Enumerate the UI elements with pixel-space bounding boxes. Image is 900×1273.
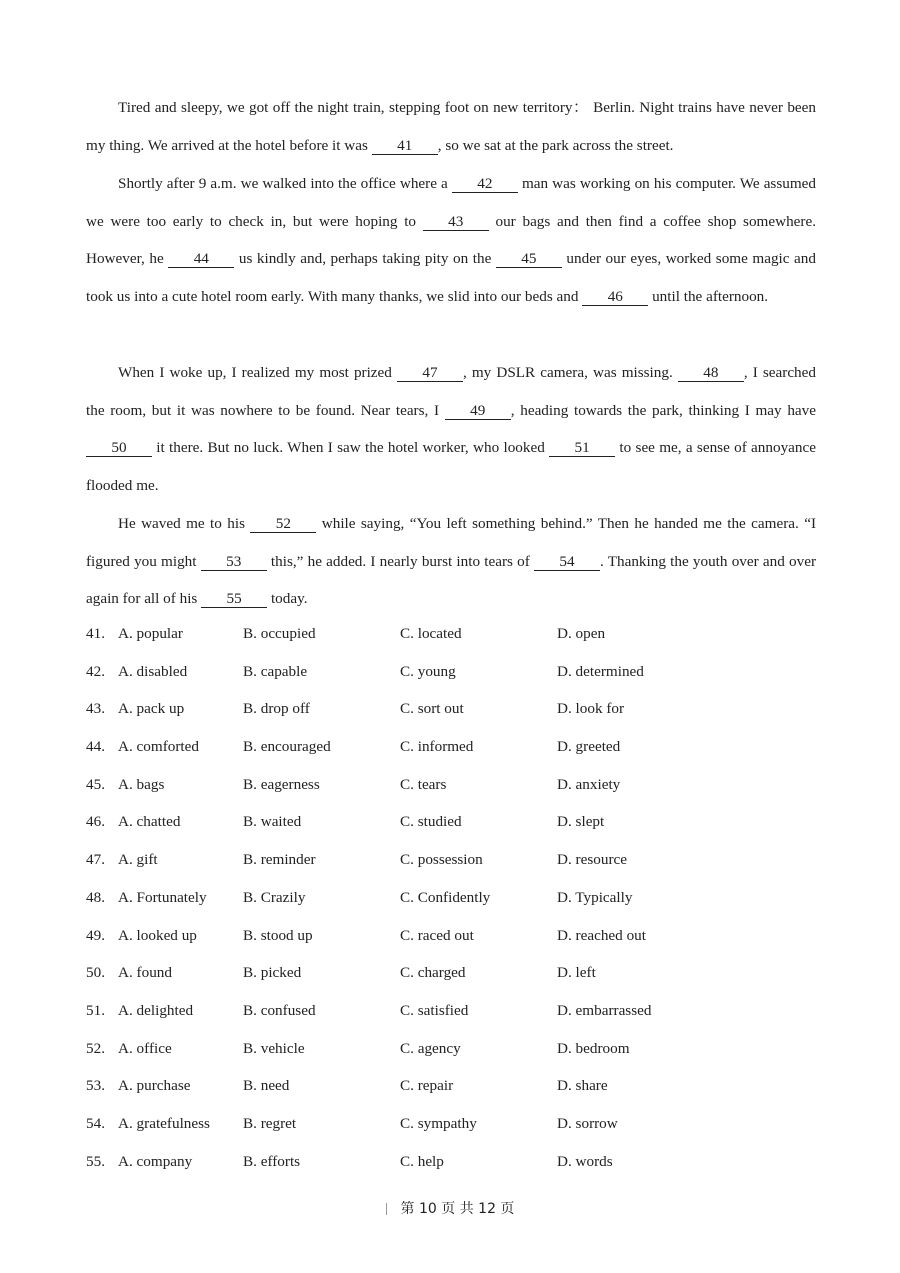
option-a: A. looked up: [118, 926, 197, 944]
option-b: B. picked: [243, 964, 302, 982]
option-b: B. regret: [243, 1114, 297, 1132]
option-d: D. Typically: [557, 888, 633, 906]
option-c: C. tears: [400, 775, 447, 793]
blank-51: 51: [549, 439, 615, 457]
question-number: 55.: [86, 1152, 105, 1170]
paragraph-text: today.: [267, 590, 308, 608]
question-row: [86, 884, 786, 922]
paragraph-text: man was working on his computer. We assumed we were too early to check in, but were hoping to: [86, 175, 816, 230]
blank-50: 50: [86, 439, 152, 457]
question-number: 51.: [86, 1001, 105, 1019]
blank-44: 44: [168, 250, 234, 268]
paragraph-text: it there. But no luck. When I saw the hotel worker, who looked: [152, 439, 550, 457]
question-row: [86, 1035, 786, 1073]
option-a: A. purchase: [118, 1077, 191, 1095]
paragraph-text: Tired and sleepy, we got off the night train, stepping foot on new territory： Berlin. Night trains have never been my thing. We arrived at the hotel before it was: [86, 99, 816, 154]
question-row: [86, 1110, 786, 1148]
option-d: D. determined: [557, 662, 644, 680]
option-c: C. Confidently: [400, 888, 491, 906]
option-c: C. studied: [400, 813, 462, 831]
question-row: [86, 771, 786, 809]
blank-52: 52: [250, 515, 316, 533]
option-c: C. sort out: [400, 700, 464, 718]
option-a: A. gratefulness: [118, 1114, 210, 1132]
blank-46: 46: [582, 288, 648, 306]
blank-49: 49: [445, 402, 511, 420]
option-a: A. bags: [118, 775, 165, 793]
question-row: [86, 658, 786, 696]
paragraph-text: while saying, “You left something behind.” Then he handed me the camera. “I figured you might: [86, 515, 817, 570]
option-c: C. possession: [400, 851, 483, 869]
passage-paragraph: [86, 505, 816, 618]
option-a: A. Fortunately: [118, 888, 207, 906]
question-row: [86, 1072, 786, 1110]
question-row: [86, 695, 786, 733]
option-c: C. agency: [400, 1039, 461, 1057]
footer-divider: [386, 1203, 387, 1215]
question-row: [86, 620, 786, 658]
question-row: [86, 808, 786, 846]
question-row: [86, 959, 786, 997]
option-d: D. greeted: [557, 738, 621, 756]
option-c: C. repair: [400, 1077, 454, 1095]
option-d: D. left: [557, 964, 596, 982]
paragraph-text: under our eyes, worked some magic and took us into a cute hotel room early. With many thanks, we slid into our beds and: [86, 250, 816, 306]
option-a: A. comforted: [118, 738, 199, 756]
paragraph-text: , heading towards the park, thinking I may have: [510, 401, 816, 419]
blank-47: 47: [397, 364, 463, 382]
option-a: A. disabled: [118, 662, 188, 680]
question-number: 42.: [86, 662, 105, 680]
question-number: 50.: [86, 964, 105, 982]
option-b: B. confused: [243, 1001, 316, 1019]
option-a: A. found: [118, 964, 172, 982]
question-number: 45.: [86, 775, 105, 793]
option-a: A. popular: [118, 625, 183, 642]
option-b: B. drop off: [243, 700, 310, 718]
paragraph-text: When I woke up, I realized my most prized: [118, 364, 397, 381]
question-number: 43.: [86, 700, 105, 718]
option-d: D. sorrow: [557, 1114, 618, 1132]
option-b: B. need: [243, 1077, 290, 1095]
option-d: D. reached out: [557, 926, 646, 944]
passage-paragraph: [86, 89, 816, 164]
option-d: D. bedroom: [557, 1039, 630, 1057]
option-b: B. stood up: [243, 926, 313, 944]
passage-paragraph: [86, 165, 816, 316]
question-row: [86, 846, 786, 884]
option-c: C. help: [400, 1152, 444, 1170]
blank-42: 42: [452, 175, 518, 193]
blank-41: 41: [372, 137, 438, 155]
paragraph-text: , my DSLR camera, was missing.: [462, 364, 678, 381]
option-b: B. capable: [243, 662, 308, 680]
question-number: 54.: [86, 1114, 105, 1132]
question-number: 52.: [86, 1039, 105, 1057]
paragraph-text: Shortly after 9 a.m. we walked into the office where a: [118, 175, 452, 192]
question-number: 53.: [86, 1077, 105, 1095]
passage-paragraph: [86, 354, 816, 505]
option-b: B. encouraged: [243, 738, 331, 756]
option-d: D. share: [557, 1077, 608, 1095]
question-number: 48.: [86, 888, 105, 906]
option-c: C. satisfied: [400, 1001, 469, 1019]
option-d: D. anxiety: [557, 775, 621, 793]
paragraph-text: to see me, a sense of annoyance flooded me.: [86, 439, 816, 495]
question-row: [86, 997, 786, 1035]
answer-options: [86, 620, 786, 1185]
blank-43: 43: [423, 213, 489, 231]
option-a: A. office: [118, 1039, 172, 1057]
question-number: 41.: [86, 625, 105, 642]
paragraph-text: , so we sat at the park across the street.: [437, 136, 674, 154]
option-b: B. eagerness: [243, 775, 320, 793]
question-row: [86, 922, 786, 960]
option-c: C. informed: [400, 738, 474, 756]
blank-55: 55: [201, 590, 267, 608]
paragraph-text: He waved me to his: [118, 515, 251, 532]
option-a: A. gift: [118, 851, 158, 869]
option-c: C. charged: [400, 964, 466, 982]
option-d: D. open: [557, 625, 606, 642]
blank-48: 48: [678, 364, 744, 382]
option-d: D. slept: [557, 813, 605, 831]
option-c: C. located: [400, 625, 462, 642]
blank-54: 54: [534, 553, 600, 571]
option-b: B. efforts: [243, 1152, 301, 1170]
paragraph-text: this,” he added. I nearly burst into tears of: [266, 552, 534, 570]
paragraph-text: us kindly and, perhaps taking pity on the: [234, 250, 496, 268]
option-d: D. resource: [557, 851, 627, 869]
option-d: D. words: [557, 1152, 613, 1170]
paragraph-text: , I searched the room, but it was nowhere to be found. Near tears, I: [86, 364, 816, 419]
page-number: 第 10 页 共 12 页: [400, 1201, 515, 1217]
question-row: [86, 733, 786, 771]
option-b: B. reminder: [243, 851, 316, 869]
question-number: 49.: [86, 926, 105, 944]
option-c: C. sympathy: [400, 1114, 477, 1132]
blank-45: 45: [496, 250, 562, 268]
option-a: A. chatted: [118, 813, 181, 831]
question-row: [86, 1148, 786, 1186]
option-b: B. Crazily: [243, 888, 306, 906]
option-b: B. vehicle: [243, 1039, 305, 1057]
option-c: C. raced out: [400, 926, 474, 944]
question-number: 47.: [86, 851, 105, 869]
option-b: B. occupied: [243, 625, 316, 642]
paragraph-text: . Thanking the youth over and over again for all of his: [86, 552, 817, 608]
question-number: 46.: [86, 813, 105, 831]
option-d: D. look for: [557, 700, 625, 718]
blank-53: 53: [201, 553, 267, 571]
page-footer: [0, 1198, 900, 1218]
option-a: A. company: [118, 1152, 193, 1170]
option-a: A. delighted: [118, 1001, 194, 1019]
option-d: D. embarrassed: [557, 1001, 652, 1019]
paragraph-text: until the afternoon.: [648, 288, 769, 306]
question-number: 44.: [86, 738, 105, 756]
option-c: C. young: [400, 662, 456, 680]
option-a: A. pack up: [118, 700, 185, 718]
paragraph-text: our bags and then find a coffee shop somewhere. However, he: [86, 212, 817, 268]
option-b: B. waited: [243, 813, 302, 831]
